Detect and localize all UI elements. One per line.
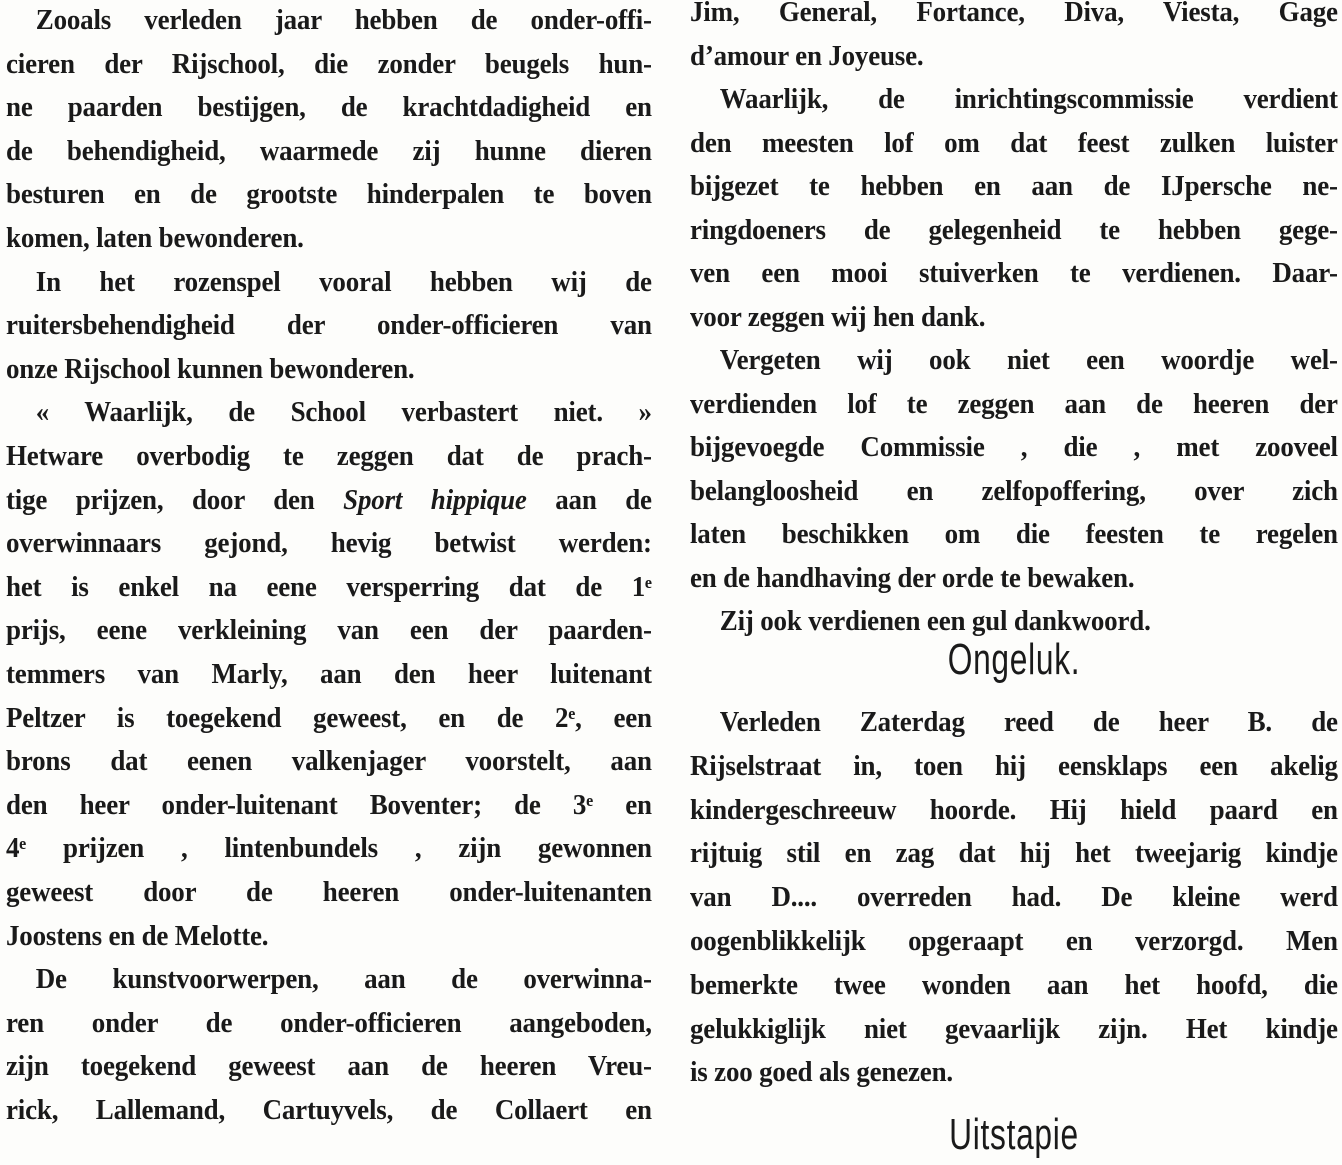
text-line: Verleden Zaterdag reed de heer B. de <box>719 706 1338 738</box>
text-line: cieren der Rijschool, die zonder beugels hun- <box>6 47 652 80</box>
heading-uitstapie: Uitstapie <box>949 1110 1079 1159</box>
text-line: onze Rijschool kunnen bewonderen. <box>6 352 415 385</box>
text-line: belangloosheid en zelfopoffering, over zich <box>690 474 1338 507</box>
text-line: laten beschikken om die feesten te regelen <box>690 518 1338 550</box>
text-line: verdienden lof te zeggen aan de heeren der <box>690 387 1338 420</box>
text-line: d’amour en Joyeuse. <box>690 39 924 72</box>
text-line: Waarlijk, de inrichtingscommissie verdient <box>719 83 1338 115</box>
text-line: rick, Lallemand, Cartuyvels, de Collaert en <box>6 1094 652 1126</box>
text-segment: tige prijzen, door den <box>6 483 344 516</box>
text-line: Joostens en de Melotte. <box>6 919 269 952</box>
text-line: zijn toegekend geweest aan de heeren Vreu- <box>6 1050 652 1083</box>
text-line: De kunstvoorwerpen, aan de overwinna- <box>35 963 652 996</box>
text-line: bemerkte twee wonden aan het hoofd, die <box>690 968 1338 1001</box>
text-line: temmers van Marly, aan den heer luitenant <box>6 658 652 690</box>
text-line: voor zeggen wij hen dank. <box>690 300 986 333</box>
text-line: overwinnaars gejond, hevig betwist werden: <box>6 527 652 560</box>
text-line: « Waarlijk, de School verbastert niet. » <box>35 396 652 429</box>
text-line: kindergeschreeuw hoorde. Hij hield paard en <box>690 793 1338 826</box>
text-line: komen, laten bewonderen. <box>6 222 304 254</box>
text-line: de behendigheid, waarmede zij hunne dieren <box>6 134 652 167</box>
text-line: is zoo goed als genezen. <box>690 1056 953 1089</box>
text-line: het is enkel na eene versperring dat de 1ᵉ <box>6 570 652 603</box>
text-line: Zij ook verdienen een gul dankwoord. <box>719 605 1151 637</box>
text-line: ren onder de onder-officieren aangeboden, <box>6 1006 652 1039</box>
text-line: In het rozenspel vooral hebben wij de <box>35 265 652 298</box>
text-line: rijtuig stil en zag dat hij het tweejarig kindje <box>690 837 1338 870</box>
text-line: van D.... overreden had. De kleine werd <box>690 881 1338 914</box>
text-line: 4ᵉ prijzen , lintenbundels , zijn gewonnen <box>6 832 652 865</box>
text-line: bijgezet te hebben en aan de IJpersche ne- <box>690 170 1338 202</box>
text-line: ruitersbehendigheid der onder-officieren van <box>6 309 652 342</box>
text-line: brons dat eenen valkenjager voorstelt, aan <box>6 745 652 778</box>
heading-ongeluk: Ongeluk. <box>947 635 1081 684</box>
text-line <box>6 478 652 522</box>
text-line: Jim, General, Fortance, Diva, Viesta, Gage <box>690 0 1338 28</box>
text-line: bijgevoegde Commissie , die , met zooveel <box>690 431 1338 463</box>
text-line: Zooals verleden jaar hebben de onder-offi- <box>35 4 652 36</box>
text-line: en de handhaving der orde te bewaken. <box>690 561 1135 594</box>
text-line: besturen en de grootste hinderpalen te boven <box>6 178 652 211</box>
italic-text: Sport hippique <box>343 483 527 516</box>
text-line: Peltzer is toegekend geweest, en de 2ᵉ, een <box>6 701 652 734</box>
text-line: oogenblikkelijk opgeraapt en verzorgd. Men <box>690 925 1338 957</box>
text-line: den heer onder-luitenant Boventer; de 3ᵉ en <box>6 788 652 821</box>
text-line: den meesten lof om dat feest zulken luister <box>690 126 1338 159</box>
text-line: ringdoeners de gelegenheid te hebben gege- <box>690 213 1338 246</box>
text-line: ne paarden bestijgen, de krachtdadigheid en <box>6 91 652 124</box>
text-line: prijs, eene verkleining van een der paarden- <box>6 614 652 647</box>
text-line: Rijselstraat in, toen hij eensklaps een akelig <box>690 749 1338 782</box>
text-line: gelukkiglijk niet gevaarlijk zijn. Het kindje <box>690 1012 1338 1045</box>
text-segment: aan de <box>526 483 652 516</box>
text-line: ven een mooi stuiverken te verdienen. Daar- <box>690 257 1338 289</box>
text-line: geweest door de heeren onder-luitenanten <box>6 876 652 908</box>
text-line: Vergeten wij ook niet een woordje wel- <box>719 344 1338 376</box>
text-line: Hetware overbodig te zeggen dat de prach- <box>6 440 652 472</box>
